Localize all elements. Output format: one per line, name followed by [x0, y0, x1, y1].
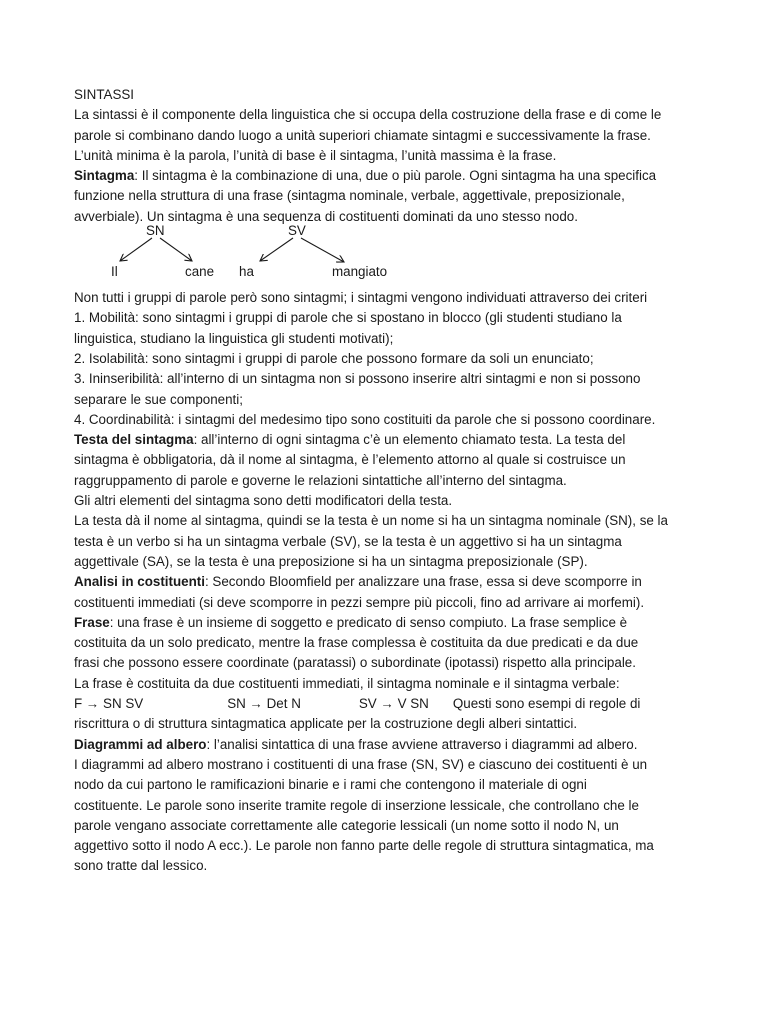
diagrammi-line: costituente. Le parole sono inserite tramite regole di inserzione lessicale, che controllano che le: [74, 797, 639, 813]
testa-line: sintagma è obbligatoria, dà il nome al sintagma, è l’elemento attorno al quale si costruisce un: [74, 452, 626, 468]
tree-leaf-il: Il: [111, 264, 118, 280]
diagrammi-paragraph-start: [74, 735, 704, 755]
analisi-term: Analisi in costituenti: [74, 574, 205, 590]
rewrite-rule: SV → V SN: [358, 696, 429, 712]
frase-term: Frase: [74, 614, 110, 630]
tree-leaf-cane: cane: [185, 264, 215, 280]
sintagma-line: avverbiale). Un sintagma è una sequenza di costituenti dominati da uno stesso nodo.: [74, 208, 578, 224]
criteri-line: linguistica, studiano la linguistica gli studenti motivati);: [74, 330, 394, 346]
diagrammi-definition: : l’analisi sintattica di una frase avviene attraverso i diagrammi ad albero.: [206, 736, 638, 752]
rewrite-rules-line: [74, 694, 704, 714]
intro-line: L’unità minima è la parola, l’unità di base è il sintagma, l’unità massima è la frase.: [74, 147, 557, 163]
testa-term: Testa del sintagma: [74, 432, 194, 448]
criteri-line: 2. Isolabilità: sono sintagmi i gruppi di parole che possono formare da soli un enunciato;: [74, 350, 594, 366]
criteri-line: separare le sue componenti;: [74, 391, 243, 407]
criteri-line: 3. Ininseribilità: all’interno di un sintagma non si possono inserire altri sintagmi e non si possono: [74, 371, 641, 387]
criteri-line: 1. Mobilità: sono sintagmi i gruppi di parole che si spostano in blocco (gli studenti studiano la: [74, 310, 622, 326]
diagrammi-line: parole vengano associate correttamente alle categorie lessicali (un nome sotto il nodo N, un: [74, 817, 619, 833]
document-body: [74, 85, 704, 877]
testa-paragraph-start: [74, 430, 704, 450]
testa-line: La testa dà il nome al sintagma, quindi se la testa è un nome si ha un sintagma nominale (SN), se la: [74, 513, 668, 529]
sv-left-branch: [260, 238, 293, 261]
sintagma-term: Sintagma: [74, 168, 135, 184]
intro-line: parole si combinano dando luogo a unità superiori chiamate sintagmi e successivamente la frase.: [74, 127, 651, 143]
tree-leaf-ha: ha: [239, 264, 254, 280]
intro-line: La sintassi è il componente della linguistica che si occupa della costruzione della frase e di come le: [74, 107, 662, 123]
testa-line: Gli altri elementi del sintagma sono detti modificatori della testa.: [74, 493, 453, 509]
criteri-line: Non tutti i gruppi di parole però sono sintagmi; i sintagmi vengono individuati attraverso dei criteri: [74, 290, 648, 306]
sv-right-branch: [301, 238, 344, 262]
criteri-line: 4. Coordinabilità: i sintagmi del medesimo tipo sono costituiti da parole che si possono coordinare.: [74, 411, 656, 427]
sintagma-line: funzione nella struttura di una frase (sintagma nominale, verbale, aggettivale, preposizionale,: [74, 188, 625, 204]
frase-line: riscrittura o di struttura sintagmatica applicate per la costruzione degli alberi sintattici.: [74, 716, 578, 732]
analisi-definition: : Secondo Bloomfield per analizzare una frase, essa si deve scomporre in: [204, 574, 642, 590]
tree-node-sn: SN: [146, 223, 165, 239]
rewrite-rules-note: Questi sono esempi di regole di: [452, 696, 641, 712]
sn-right-branch: [160, 238, 192, 261]
rewrite-rule: F → SN SV: [74, 696, 144, 712]
frase-paragraph-start: [74, 613, 704, 633]
sintagma-paragraph-start: [74, 166, 704, 186]
tree-leaf-mangiato: mangiato: [332, 264, 388, 280]
diagrammi-line: nodo da cui partono le ramificazioni binarie e i rami che contengono il materiale di ogni: [74, 777, 587, 793]
syntax-tree-diagram: [74, 223, 704, 288]
diagrammi-line: aggettivo sotto il nodo A ecc.). Le parole non fanno parte delle regole di struttura sintagmatica, ma: [74, 838, 654, 854]
page-title: SINTASSI: [74, 87, 135, 102]
frase-definition: : una frase è un insieme di soggetto e predicato di senso compiuto. La frase semplice è: [109, 614, 628, 630]
diagrammi-term: Diagrammi ad albero: [74, 736, 207, 752]
sintagma-definition: : Il sintagma è la combinazione di una, due o più parole. Ogni sintagma ha una specifica: [134, 168, 657, 184]
testa-line: testa è un verbo si ha un sintagma verbale (SV), se la testa è un aggettivo si ha un sintagma: [74, 533, 622, 549]
frase-line: La frase è costituita da due costituenti immediati, il sintagma nominale e il sintagma verbale:: [74, 675, 620, 691]
diagrammi-line: I diagrammi ad albero mostrano i costituenti di una frase (SN, SV) e ciascuno dei costituenti è un: [74, 756, 648, 772]
rewrite-rule: SN → Det N: [227, 696, 301, 712]
analisi-paragraph-start: [74, 572, 704, 592]
diagrammi-line: sono tratte dal lessico.: [74, 858, 208, 874]
tree-node-sv: SV: [288, 223, 306, 239]
testa-line: raggruppamento di parole e governe le relazioni sintattiche all’interno del sintagma.: [74, 472, 567, 488]
analisi-line: costituenti immediati (si deve scomporre in pezzi sempre più piccoli, fino ad arrivare ai morfemi).: [74, 594, 645, 610]
sn-left-branch: [120, 238, 152, 261]
frase-line: frasi che possono essere coordinate (paratassi) o subordinate (ipotassi) rispetto alla principale.: [74, 655, 636, 671]
testa-definition: : all’interno di ogni sintagma c’è un elemento chiamato testa. La testa del: [193, 432, 626, 448]
frase-line: costituita da un solo predicato, mentre la frase complessa è costituita da due predicati e da due: [74, 635, 639, 651]
testa-line: aggettivale (SA), se la testa è una preposizione si ha un sintagma preposizionale (SP).: [74, 553, 588, 569]
